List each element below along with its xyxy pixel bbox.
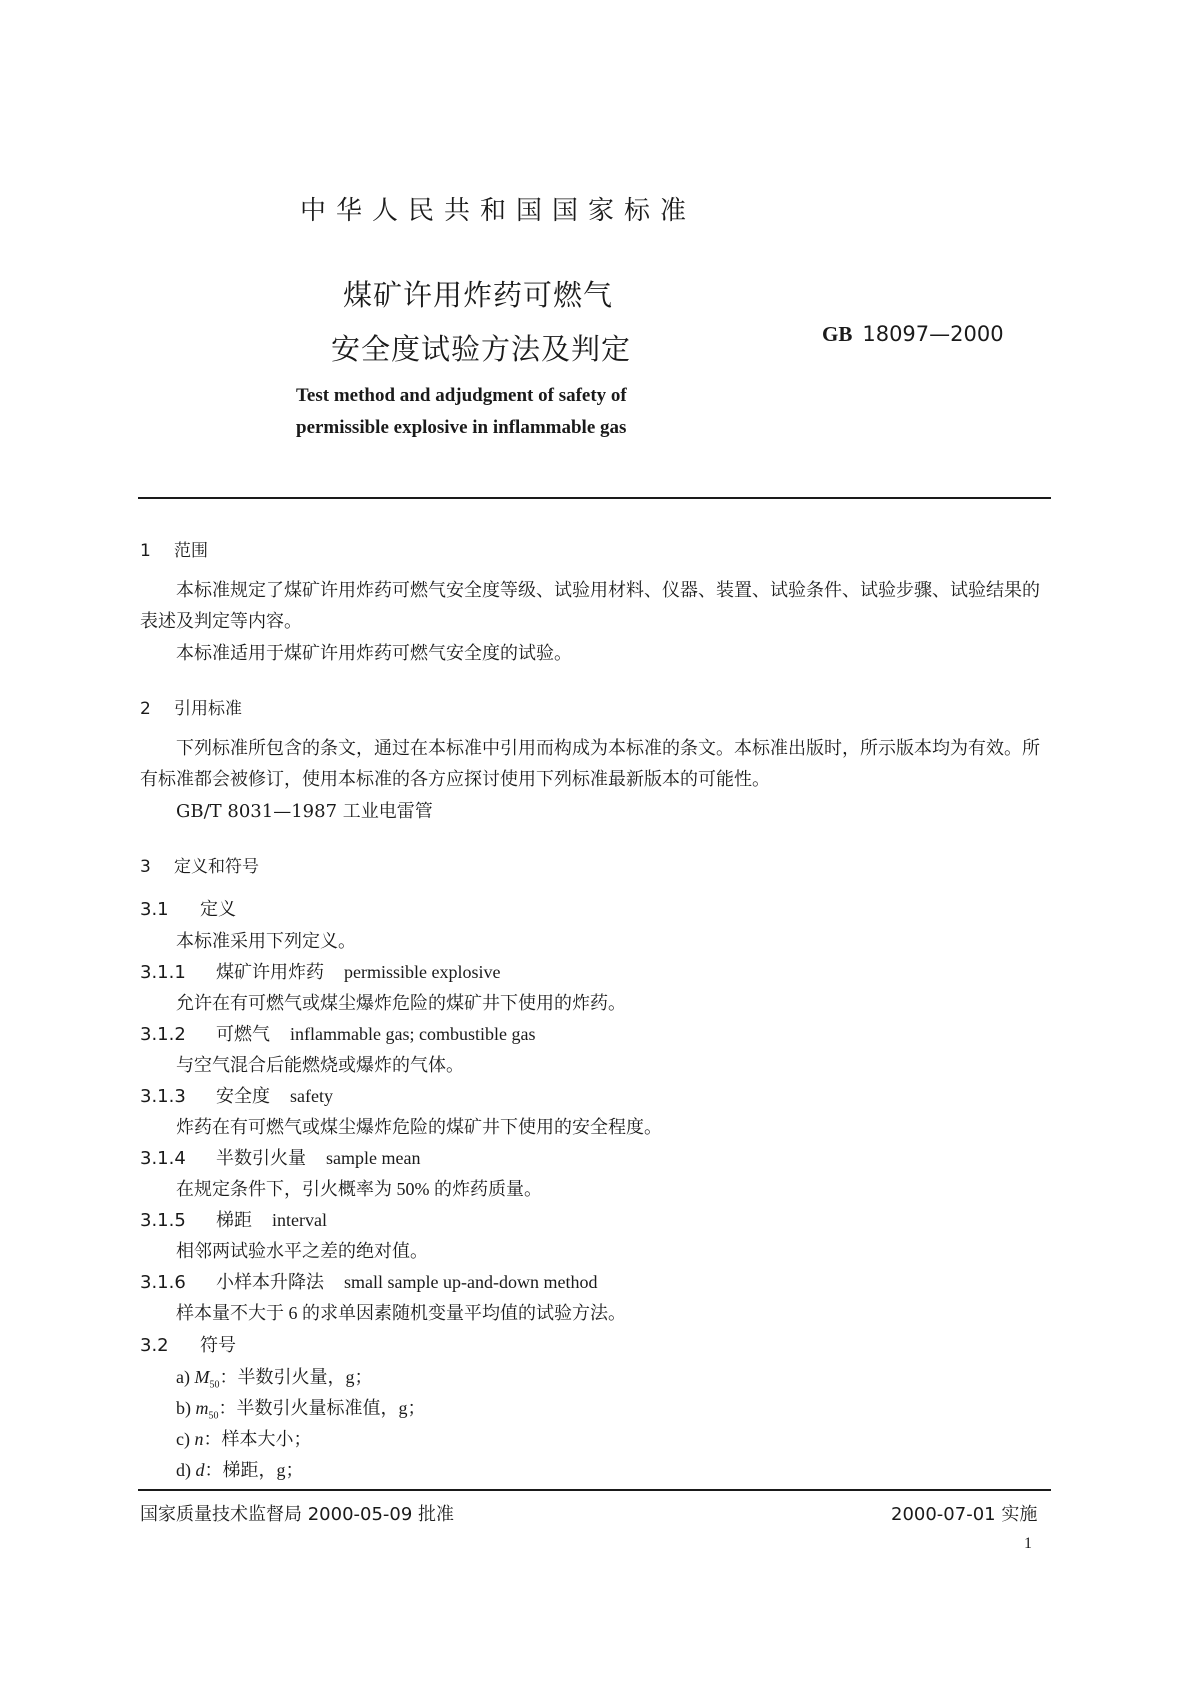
definition-term-en: safety [290, 1086, 333, 1106]
section-1-paragraph-1: 本标准规定了煤矿许用炸药可燃气安全度等级、试验用材料、仪器、装置、试验条件、试验步骤、试验结果的表述及判定等内容。 [140, 580, 1040, 632]
symbol-label: c) [176, 1429, 190, 1449]
definition-term-row [140, 1020, 535, 1046]
subsection-number: 3.2 [140, 1335, 169, 1356]
definition-number: 3.1.6 [140, 1272, 186, 1293]
effective-date: 2000-07-01 实施 [891, 1504, 1038, 1525]
definition-number: 3.1.5 [140, 1210, 186, 1231]
definition-term-en: inflammable gas; combustible gas [290, 1024, 536, 1044]
symbol-description: ：样本大小； [203, 1429, 312, 1449]
symbol-description: ：半数引火量标准值，g； [218, 1398, 426, 1418]
definition-term-row [140, 1268, 597, 1294]
section-number: 1 [140, 541, 151, 561]
definition-term-row [140, 1206, 327, 1232]
definition-term-en: sample mean [326, 1148, 421, 1168]
title-cn-line2: 安全度试验方法及判定 [331, 332, 632, 366]
definition-description: 与空气混合后能燃烧或爆炸的气体。 [176, 1055, 464, 1075]
section-1-heading [140, 536, 208, 561]
definition-term: 煤矿许用炸药 [216, 962, 324, 982]
footer-divider [138, 1489, 1051, 1491]
definition-term: 梯距 [216, 1210, 252, 1230]
symbol-list-item [176, 1425, 311, 1451]
standard-code [822, 322, 1004, 347]
standard-code-number: 18097—2000 [862, 322, 1004, 346]
definition-term: 安全度 [216, 1086, 270, 1106]
symbol-label: d) [176, 1460, 191, 1480]
subsection-3-1-intro: 本标准采用下列定义。 [176, 931, 356, 951]
symbol-letter: d [195, 1460, 205, 1480]
subsection-3-2-heading [140, 1331, 236, 1357]
subsection-title: 定义 [200, 899, 236, 919]
standard-code-prefix: GB [822, 322, 853, 346]
subsection-number: 3.1 [140, 899, 169, 920]
symbol-list-item [176, 1456, 304, 1482]
symbol-description: ：梯距，g； [204, 1460, 304, 1480]
definition-term-row [140, 958, 500, 984]
definition-description: 样本量不大于 6 的求单因素随机变量平均值的试验方法。 [176, 1303, 626, 1323]
title-en-line2: permissible explosive in inflammable gas [296, 417, 627, 438]
page-number: 1 [1024, 1535, 1032, 1552]
definition-term: 小样本升降法 [216, 1272, 324, 1292]
definition-number: 3.1.3 [140, 1086, 186, 1107]
definition-term-en: interval [272, 1210, 327, 1230]
symbol-subscript: 50 [208, 1410, 219, 1422]
title-en-line1: Test method and adjudgment of safety of [296, 385, 627, 406]
national-standard-heading: 中华人民共和国国家标准 [300, 196, 697, 226]
definition-description: 允许在有可燃气或煤尘爆炸危险的煤矿井下使用的炸药。 [176, 993, 626, 1013]
definition-description: 相邻两试验水平之差的绝对值。 [176, 1241, 428, 1261]
symbol-list-item [176, 1394, 426, 1422]
section-number: 2 [140, 699, 151, 719]
definition-term: 半数引火量 [216, 1148, 306, 1168]
definition-term-en: permissible explosive [344, 962, 501, 982]
section-title: 定义和符号 [174, 857, 259, 877]
symbol-letter: m [195, 1398, 209, 1418]
subsection-3-1-heading [140, 895, 236, 921]
definition-term-en: small sample up-and-down method [344, 1272, 598, 1292]
definition-description: 在规定条件下，引火概率为 50% 的炸药质量。 [176, 1179, 542, 1199]
definition-term-row [140, 1082, 333, 1108]
section-3-heading [140, 852, 259, 877]
section-2-heading [140, 694, 242, 719]
symbol-subscript: 50 [209, 1379, 220, 1391]
definition-number: 3.1.4 [140, 1148, 186, 1169]
definition-description: 炸药在有可燃气或煤尘爆炸危险的煤矿井下使用的安全程度。 [176, 1117, 662, 1137]
symbol-label: a) [176, 1367, 190, 1387]
section-title: 引用标准 [174, 699, 242, 719]
section-number: 3 [140, 857, 151, 877]
symbol-letter: M [194, 1367, 210, 1387]
symbol-description: ：半数引火量，g； [219, 1367, 373, 1387]
section-2-paragraph-1: 下列标准所包含的条文，通过在本标准中引用而构成为本标准的条文。本标准出版时，所示版本均为有效。所有标准都会被修订，使用本标准的各方应探讨使用下列标准最新版本的可能性。 [140, 738, 1040, 790]
definition-number: 3.1.1 [140, 962, 186, 983]
symbol-label: b) [176, 1398, 191, 1418]
section-title: 范围 [174, 541, 208, 561]
symbol-letter: n [194, 1429, 204, 1449]
approval-statement: 国家质量技术监督局 2000-05-09 批准 [140, 1504, 455, 1525]
definition-number: 3.1.2 [140, 1024, 186, 1045]
definition-term: 可燃气 [216, 1024, 270, 1044]
symbol-list-item [176, 1363, 372, 1391]
section-1-paragraph-2: 本标准适用于煤矿许用炸药可燃气安全度的试验。 [176, 643, 572, 664]
title-cn-line1: 煤矿许用炸药可燃气 [343, 278, 614, 312]
section-2-reference: GB/T 8031—1987 工业电雷管 [176, 801, 433, 822]
subsection-title: 符号 [200, 1335, 236, 1355]
header-divider [138, 497, 1051, 499]
definition-term-row [140, 1144, 420, 1170]
